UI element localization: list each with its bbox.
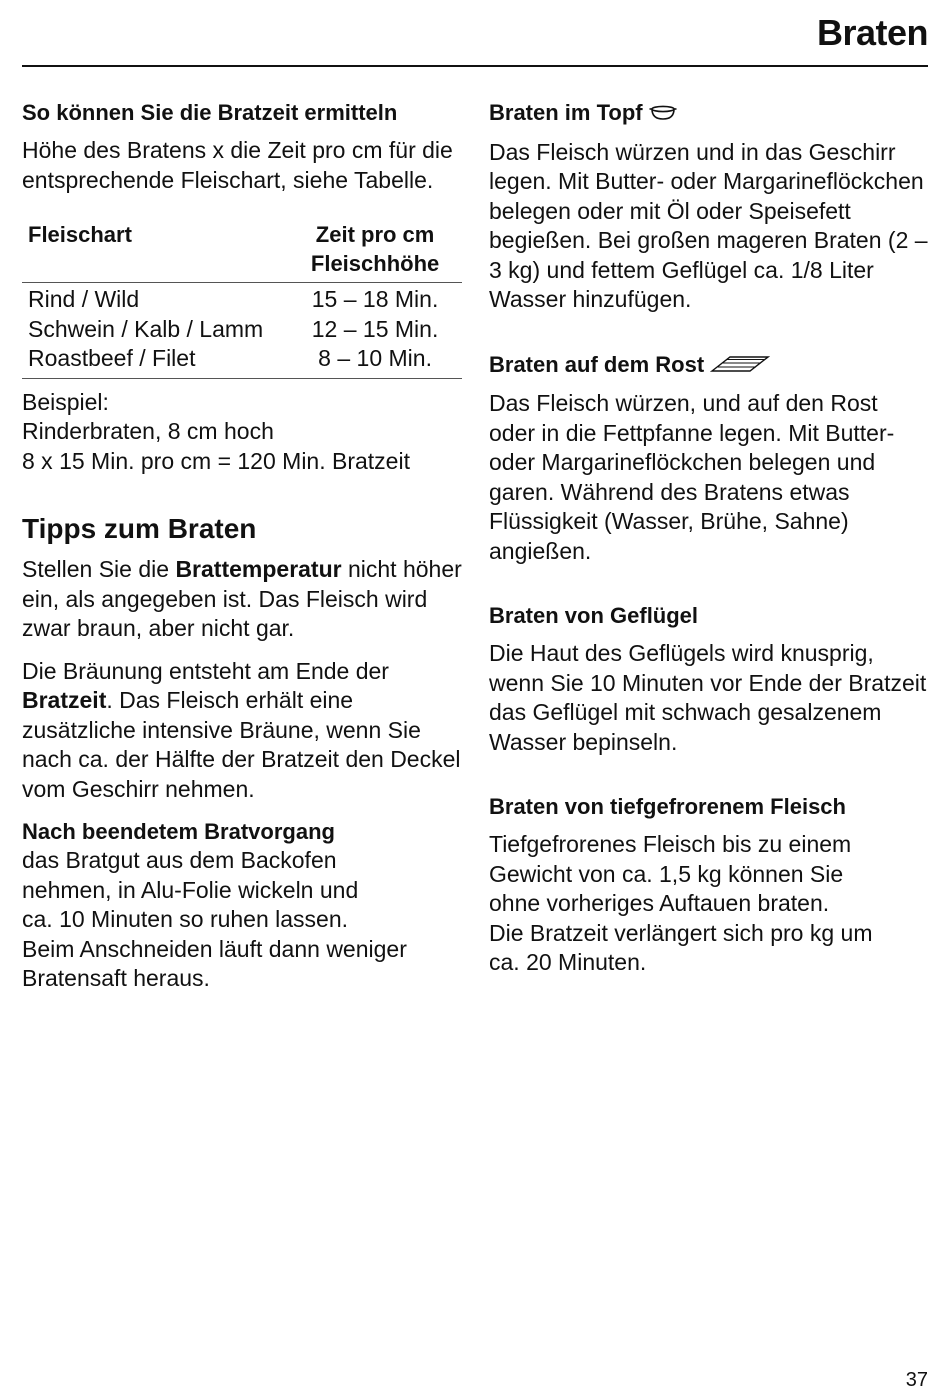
- table-row: [22, 344, 462, 378]
- after-roasting-text: das Bratgut aus dem Backofen nehmen, in Alu-Folie wickeln und ca. 10 Minuten so ruhen lassen. Beim Anschneiden läuft dann weniger Bratensaft heraus.: [22, 847, 407, 991]
- section-text-bratzeit: Höhe des Bratens x die Zeit pro cm für die entsprechende Fleischart, siehe Tabelle.: [22, 137, 453, 193]
- rack-icon: [710, 351, 770, 380]
- table-cell-time: 15 – 18 Min.: [311, 286, 439, 312]
- tips-heading: Tipps zum Braten: [22, 513, 257, 544]
- rack-roasting-heading: [489, 350, 929, 381]
- poultry-heading: Braten von Geflügel: [489, 603, 699, 629]
- frozen-meat-heading: Braten von tiefgefrorenem Fleisch: [489, 794, 846, 820]
- table-row: [22, 315, 462, 345]
- pot-roasting-text: Das Fleisch würzen und in das Geschirr legen. Mit Butter- oder Margarineflöckchen belegen oder mit Öl oder Speisefett begießen. Bei großen mageren Braten (2 – 3 kg) und fettem Geflügel ca. 1/8 Liter Wasser hinzufügen.: [489, 138, 928, 313]
- pot-roasting-title: Braten im Topf: [489, 100, 643, 125]
- rack-roasting-text: Das Fleisch würzen, und auf den Rost oder in die Fettpfanne legen. Mit Butter- oder Margarineflöckchen belegen und garen. Während des Bratens etwas Flüssigkeit (Wasser, Brühe, Sahne) angießen.: [489, 390, 895, 564]
- table-cell-meat: Rind / Wild: [28, 286, 140, 312]
- after-roasting-heading: Nach beendetem Bratvorgang: [22, 819, 335, 844]
- table-header-time: Zeit pro cm Fleischhöhe: [310, 222, 440, 276]
- pot-roasting-heading: [489, 98, 929, 129]
- tip-temperature-text-start: Stellen Sie die: [22, 556, 176, 582]
- tip-temperature-keyword: Brattemperatur: [175, 556, 342, 582]
- table-cell-meat: Schwein / Kalb / Lamm: [28, 315, 264, 342]
- frozen-meat-text: Tiefgefrorenes Fleisch bis zu einem Gewicht von ca. 1,5 kg können Sie ohne vorheriges Auftauen braten. Die Bratzeit verlängert sich pro kg um ca. 20 Minuten.: [489, 831, 873, 976]
- rack-roasting-title: Braten auf dem Rost: [489, 351, 705, 377]
- tip-temperature-text-end: nicht höher ein, als angegeben ist. Das Fleisch wird zwar braun, aber nicht gar.: [22, 556, 462, 641]
- tip-browning-text-end: . Das Fleisch erhält eine zusätzliche intensive Bräune, wenn Sie nach ca. der Hälfte der Bratzeit den Deckel vom Geschirr nehmen.: [22, 687, 461, 802]
- page-title: Braten: [816, 12, 928, 53]
- table-cell-time: 12 – 15 Min.: [311, 315, 439, 342]
- tip-browning: [22, 657, 462, 805]
- table-cell-time: 8 – 10 Min.: [318, 345, 432, 371]
- tip-browning-keyword: Bratzeit: [22, 687, 107, 713]
- tip-temperature: [22, 555, 462, 644]
- header-divider: [22, 65, 928, 67]
- pot-icon: [649, 100, 677, 129]
- table-cell-meat: Roastbeef / Filet: [28, 345, 196, 371]
- meat-time-table: [22, 220, 462, 379]
- page-number: 37: [905, 1369, 928, 1391]
- example-text: Beispiel: Rinderbraten, 8 cm hoch 8 x 15 Min. pro cm = 120 Min. Bratzeit: [22, 388, 410, 474]
- tip-browning-text-start: Die Bräunung entsteht am Ende der: [22, 657, 389, 684]
- left-column: [22, 98, 462, 994]
- table-header-meat: Fleischart: [28, 222, 132, 247]
- section-heading-bratzeit: So können Sie die Bratzeit ermitteln: [22, 100, 398, 125]
- table-row: [22, 283, 462, 315]
- right-column: [489, 98, 929, 978]
- poultry-text: Die Haut des Geflügels wird knusprig, wenn Sie 10 Minuten vor Ende der Bratzeit das Geflügel mit schwach gesalzenem Wasser bepinseln.: [489, 640, 927, 755]
- table-header-row: [22, 220, 462, 283]
